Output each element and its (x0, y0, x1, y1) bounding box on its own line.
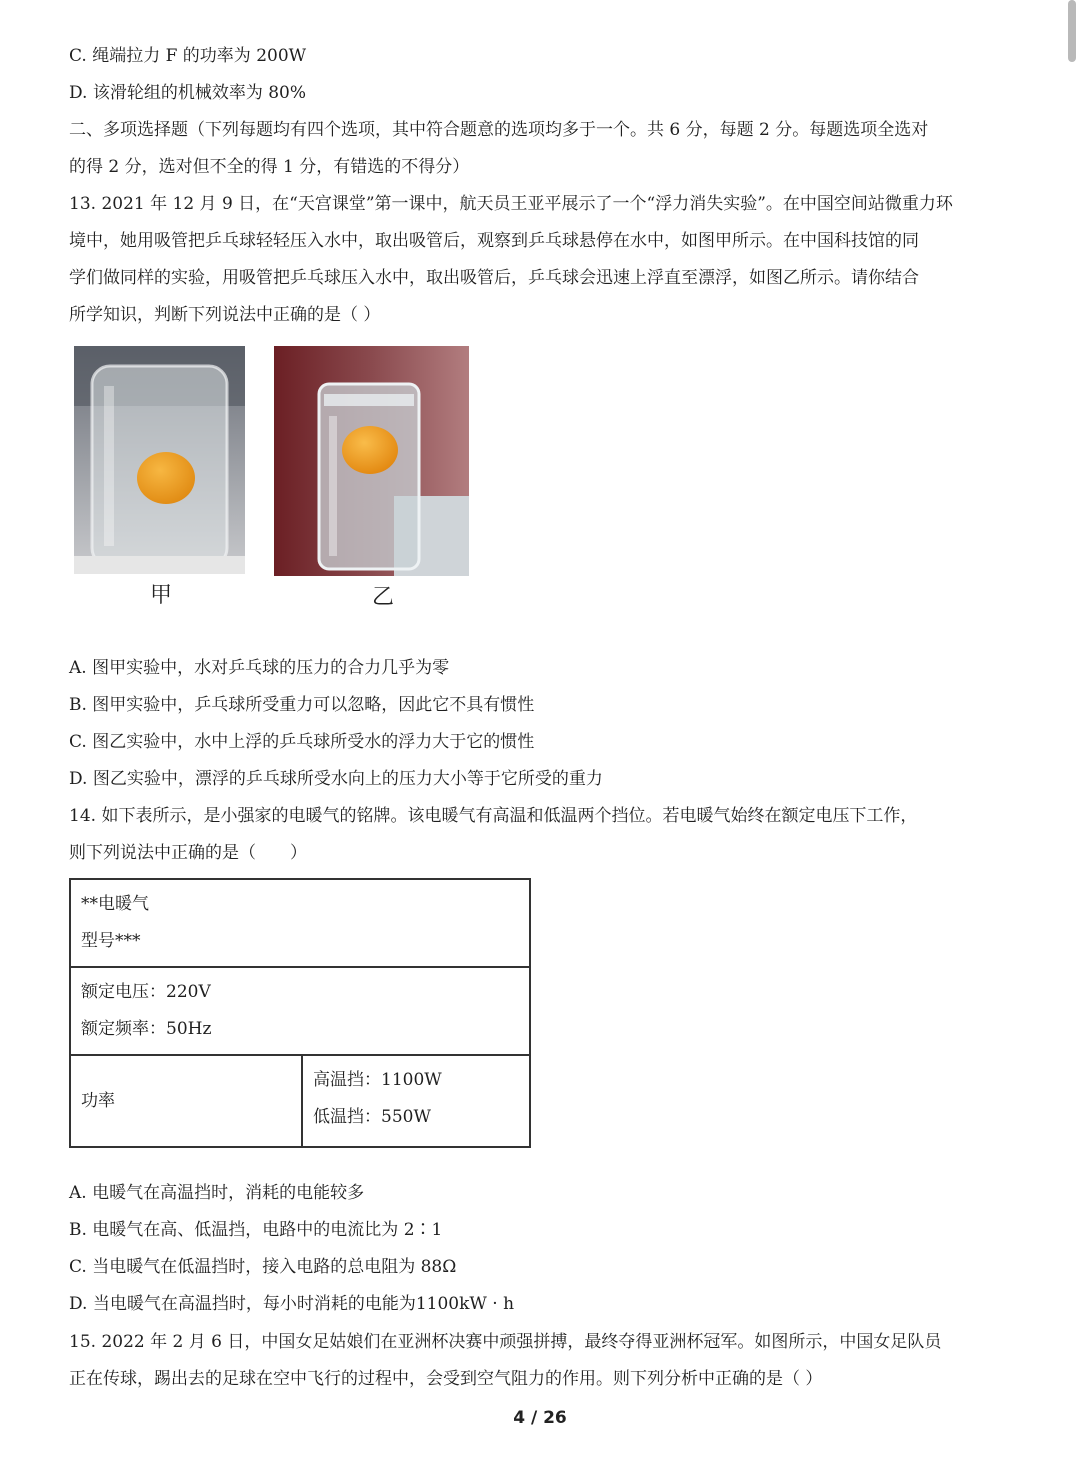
nameplate-table (69, 878, 531, 1148)
question-14-option-d: D. 当电暖气在高温挡时，每小时消耗的电能为1100kW · h (69, 1294, 515, 1314)
question-13-line4: 所学知识，判断下列说法中正确的是（ ） (69, 305, 381, 325)
figure-yi-photo (274, 346, 469, 576)
power-values-cell (302, 1055, 530, 1147)
section-heading: 二、多项选择题（下列每题均有四个选项，其中符合题意的选项均多于一个。共 6 分，每题 2 分。每题选项全选对 (69, 120, 929, 140)
question-14-line1: 14. 如下表所示，是小强家的电暖气的铭牌。该电暖气有高温和低温两个挡位。若电暖气始终在额定电压下工作， (69, 806, 918, 826)
nameplate-name: **电暖气 (81, 894, 149, 914)
section-heading-cont: 的得 2 分，选对但不全的得 1 分，有错选的不得分） (69, 157, 470, 177)
question-13-line3: 学们做同样的实验，用吸管把乒乓球压入水中，取出吸管后，乒乓球会迅速上浮直至漂浮，如图乙所示。请你结合 (69, 268, 919, 288)
figure-yi-label: 乙 (372, 585, 395, 610)
rated-frequency: 额定频率：50Hz (81, 1019, 212, 1039)
scrollbar[interactable] (1068, 0, 1076, 62)
rated-voltage: 额定电压：220V (81, 982, 211, 1002)
option-d-prev: D. 该滑轮组的机械效率为 80% (69, 83, 307, 103)
nameplate-model: 型号*** (81, 931, 141, 951)
high-power: 高温挡：1100W (313, 1070, 442, 1090)
question-13-option-d: D. 图乙实验中，漂浮的乒乓球所受水向上的压力大小等于它所受的重力 (69, 769, 603, 789)
question-14-line2: 则下列说法中正确的是（ ） (69, 843, 307, 863)
power-label-cell (70, 1055, 302, 1147)
question-13-option-c: C. 图乙实验中，水中上浮的乒乓球所受水的浮力大于它的惯性 (69, 732, 535, 752)
question-14-option-a: A. 电暖气在高温挡时，消耗的电能较多 (69, 1183, 365, 1203)
figure-jia-label: 甲 (150, 583, 173, 608)
page-number: 4 / 26 (513, 1408, 567, 1428)
question-15-line2: 正在传球，踢出去的足球在空中飞行的过程中，会受到空气阻力的作用。则下列分析中正确的是（ ） (69, 1369, 823, 1389)
question-13-line1: 13. 2021 年 12 月 9 日，在“天宫课堂”第一课中，航天员王亚平展示了一个“浮力消失实验”。在中国空间站微重力环 (69, 194, 953, 214)
question-14-option-c: C. 当电暖气在低温挡时，接入电路的总电阻为 88Ω (69, 1257, 457, 1277)
nameplate-header-cell (70, 879, 530, 967)
question-13-option-a: A. 图甲实验中，水对乒乓球的压力的合力几乎为零 (69, 658, 450, 678)
low-power: 低温挡：550W (313, 1107, 431, 1127)
figure-jia-photo (74, 346, 245, 574)
power-label: 功率 (81, 1090, 115, 1111)
question-13-line2: 境中，她用吸管把乒乓球轻轻压入水中，取出吸管后，观察到乒乓球悬停在水中，如图甲所示。在中国科技馆的同 (69, 231, 919, 251)
question-13-option-b: B. 图甲实验中，乒乓球所受重力可以忽略，因此它不具有惯性 (69, 695, 535, 715)
option-c-prev: C. 绳端拉力 F 的功率为 200W (69, 46, 307, 66)
question-15-line1: 15. 2022 年 2 月 6 日，中国女足姑娘们在亚洲杯决赛中顽强拼搏，最终夺得亚洲杯冠军。如图所示，中国女足队员 (69, 1332, 942, 1352)
nameplate-ratings-cell (70, 967, 530, 1055)
question-14-option-b: B. 电暖气在高、低温挡，电路中的电流比为 2∶1 (69, 1220, 443, 1240)
